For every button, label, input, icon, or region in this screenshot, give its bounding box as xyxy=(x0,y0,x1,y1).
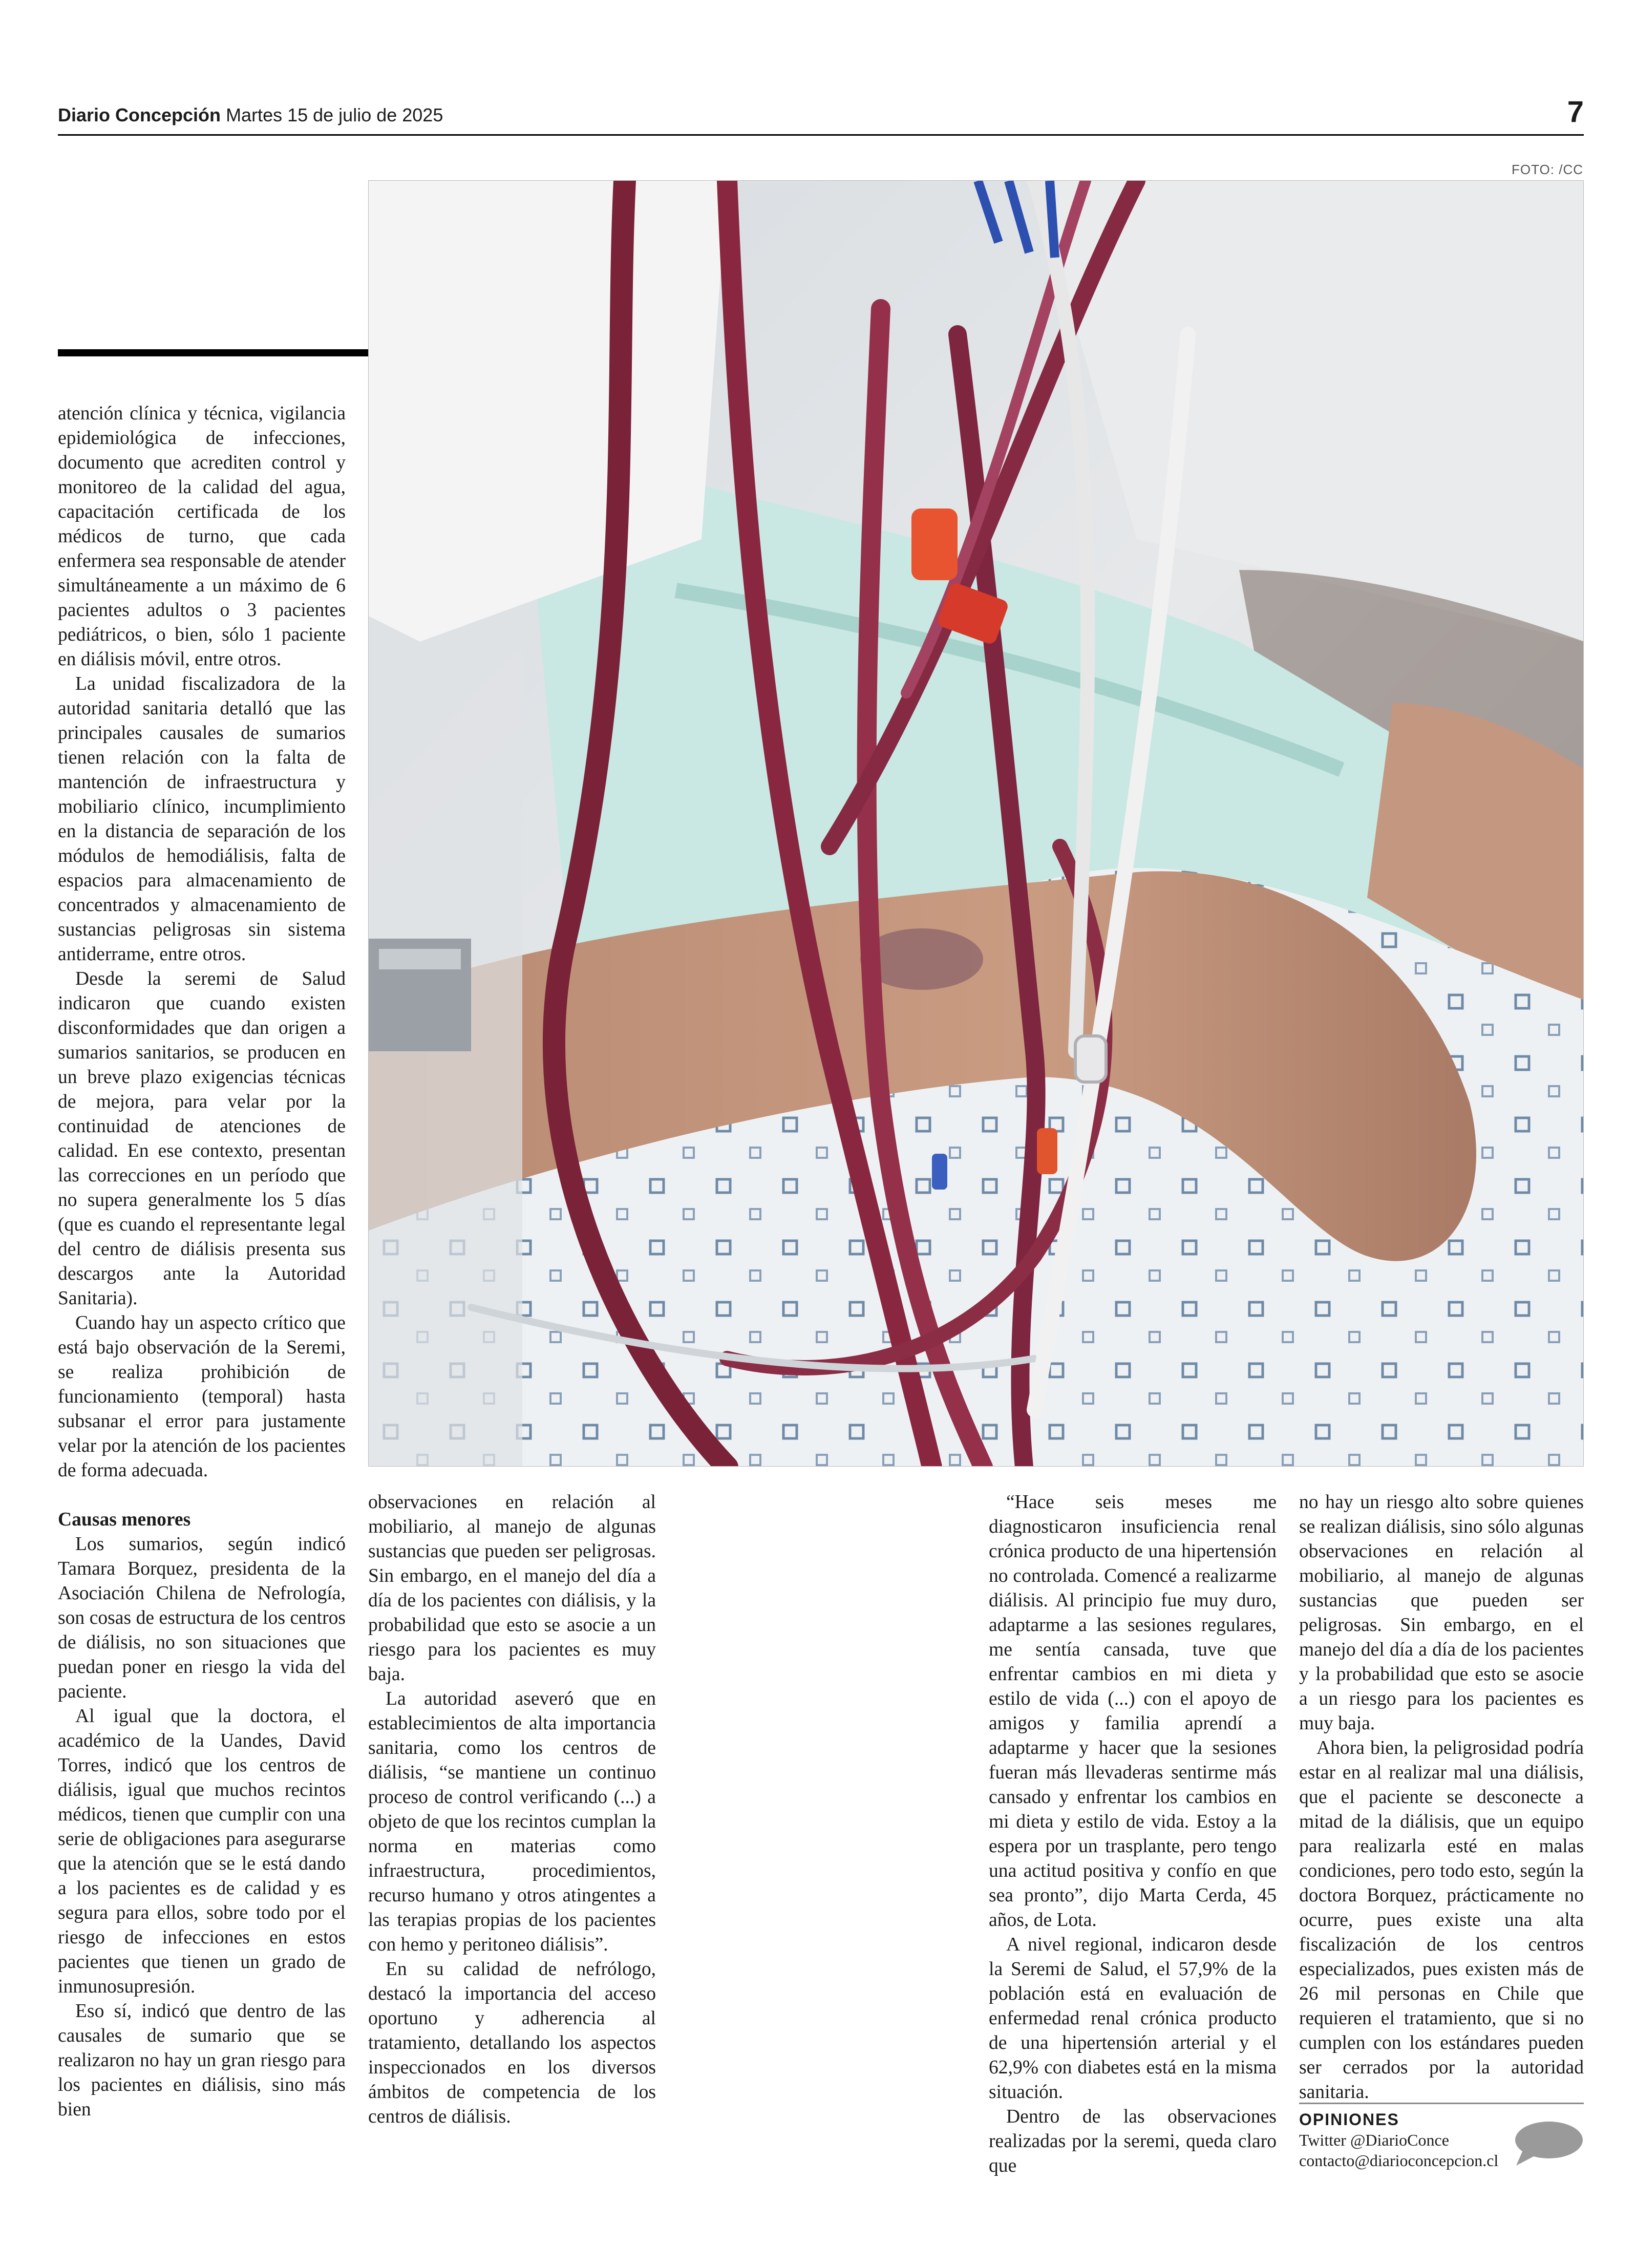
article-column-4 xyxy=(989,1490,1277,2178)
article-column-1 xyxy=(58,401,346,2122)
paragraph: A nivel regional, indicaron desde la Seremi de Salud, el 57,9% de la población está en evaluación de enfermedad renal crónica producto de una hipertensión arterial y el 62,9% con diabetes está en la misma situación. xyxy=(989,1934,1277,2103)
paragraph: Al igual que la doctora, el académico de la Uandes, David Torres, indicó que los centros de diálisis, igual que muchos recintos médicos, tienen que cumplir con una serie de obligaciones para asegurarse que la atención que se le está dando a los pacientes es de calidad y es segura para ellos, sobre todo por el riesgo de infecciones en estos pacientes que tienen un grado de inmunosupresión. xyxy=(58,1706,346,1997)
photo-credit: FOTO: /CC xyxy=(1512,162,1583,177)
dialysis-illustration xyxy=(369,181,1584,1467)
issue-date: Martes 15 de julio de 2025 xyxy=(226,104,443,125)
opinion-box xyxy=(1299,2103,1584,2170)
paragraph: La autoridad aseveró que en establecimientos de alta importancia sanitaria, como los centros de diálisis, “se mantiene un continuo proceso de control verificando (...) a objeto de que los recintos cumplan la norma en materias como infraestructura, procedimientos, recurso humano y otros atingentes a las terapias propias de los pacientes con hemo y peritoneo diálisis”. xyxy=(368,1688,656,1955)
paragraph: Desde la seremi de Salud indicaron que cuando existen disconformidades que dan origen a sumarios sanitarios, se producen en un breve plazo exigencias técnicas de mejora, para velar por la continuidad de atenciones de calidad. En ese contexto, presentan las correcciones en un período que no supera generalmente los 5 días (que es cuando el representante legal del centro de diálisis presenta sus descargos ante la Autoridad Sanitaria). xyxy=(58,968,346,1309)
paragraph: no hay un riesgo alto sobre quienes se realizan diálisis, sino sólo algunas observaciones en relación al mobiliario, al manejo de algunas sustancias que pueden ser peligrosas. Sin embargo, en el manejo del día a día de los pacientes y la probabilidad que esto se asocie a un riesgo para los pacientes es muy baja. xyxy=(1299,1492,1584,1734)
paragraph: Ahora bien, la peligrosidad podría estar en al realizar mal una diálisis, que el paciente se desconecte a mitad de la diálisis, que un equipo para realizarla esté en malas condiciones, pero todo esto, según la doctora Borquez, prácticamente no ocurre, pues existe una alta fiscalización de los centros especializados, pues existen más de 26 mil personas en Chile que requieren el tratamiento, que si no cumplen con los estándares pueden ser cerrados por la autoridad sanitaria. xyxy=(1299,1737,1584,2103)
subheading: Causas menores xyxy=(58,1509,191,1530)
speech-bubble-icon xyxy=(1512,2119,1584,2167)
opinion-title: OPINIONES xyxy=(1299,2110,1399,2129)
paragraph: atención clínica y técnica, vigilancia epidemiológica de infecciones, documento que acrediten control y monitoreo de la calidad del agua, capacitación certificada de los médicos de turno, que cada enfermera sea responsable de atender simultáneamente a un máximo de 6 pacientes adultos o 3 pacientes pediátricos, o bien, sólo 1 paciente en diálisis móvil, entre otros. xyxy=(58,403,346,670)
dialysis-photo xyxy=(368,180,1584,1467)
paragraph: La unidad fiscalizadora de la autoridad sanitaria detalló que las principales causales de sumarios tienen relación con la falta de mantención de infraestructura y mobiliario clínico, incumplimiento en la distancia de separación de los módulos de hemodiálisis, falta de espacios para almacenamiento de concentrados y almacenamiento de sustancias peligrosas sin sistema antiderrame, entre otros. xyxy=(58,673,346,965)
contact-email[interactable]: contacto@diarioconcepcion.cl xyxy=(1299,2151,1499,2170)
column-top-bar xyxy=(58,349,368,356)
newspaper-name: Diario Concepción xyxy=(58,104,221,125)
paragraph: En su calidad de nefrólogo, destacó la importancia del acceso oportuno y adherencia al tratamiento, detallando los aspectos inspeccionados en los diversos ámbitos de competencia de los centros de diálisis. xyxy=(368,1959,656,2127)
paragraph: Cuando hay un aspecto crítico que está bajo observación de la Seremi, se realiza prohibición de funcionamiento (temporal) hasta subsanar el error para justamente velar por la atención de los pacientes de forma adecuada. xyxy=(58,1312,346,1481)
paragraph: Eso sí, indicó que dentro de las causales de sumario que se realizaron no hay un gran riesgo para los pacientes en diálisis, sino más bien xyxy=(58,2001,346,2120)
paragraph: observaciones en relación al mobiliario, al manejo de algunas sustancias que pueden ser peligrosas. Sin embargo, en el manejo del día a día de los pacientes con diálisis, y la probabilidad que esto se asocie a un riesgo para los pacientes es muy baja. xyxy=(368,1492,656,1685)
twitter-handle[interactable]: Twitter @DiarioConce xyxy=(1299,2131,1449,2149)
paragraph: Los sumarios, según indicó Tamara Borquez, presidenta de la Asociación Chilena de Nefrología, son cosas de estructura de los centros de diálisis, no son situaciones que puedan poner en riesgo la vida del paciente. xyxy=(58,1534,346,1702)
masthead xyxy=(58,104,443,126)
page-header xyxy=(58,97,1584,133)
header-rule xyxy=(58,134,1584,136)
page-number: 7 xyxy=(1567,95,1584,129)
article-column-5 xyxy=(1299,1490,1584,2105)
paragraph: Dentro de las observaciones realizadas por la seremi, queda claro que xyxy=(989,2106,1277,2176)
article-column-2 xyxy=(368,1490,656,2129)
paragraph: “Hace seis meses me diagnosticaron insuficiencia renal crónica producto de una hipertensión no controlada. Comencé a realizarme diálisis. Al principio fue muy duro, adaptarme a las sesiones regulares, me sentía cansada, tuve que enfrentar cambios en mi dieta y estilo de vida (...) con el apoyo de amigos y familia aprendí a adaptarme y hacer que la sesiones fueran más llevaderas sentirme más cansado y enfrentar los cambios en mi dieta y estilo de vida. Estoy a la espera por un trasplante, pero tengo una actitud positiva y confío en que sea pronto”, dijo Marta Cerda, 45 años, de Lota. xyxy=(989,1492,1277,1931)
